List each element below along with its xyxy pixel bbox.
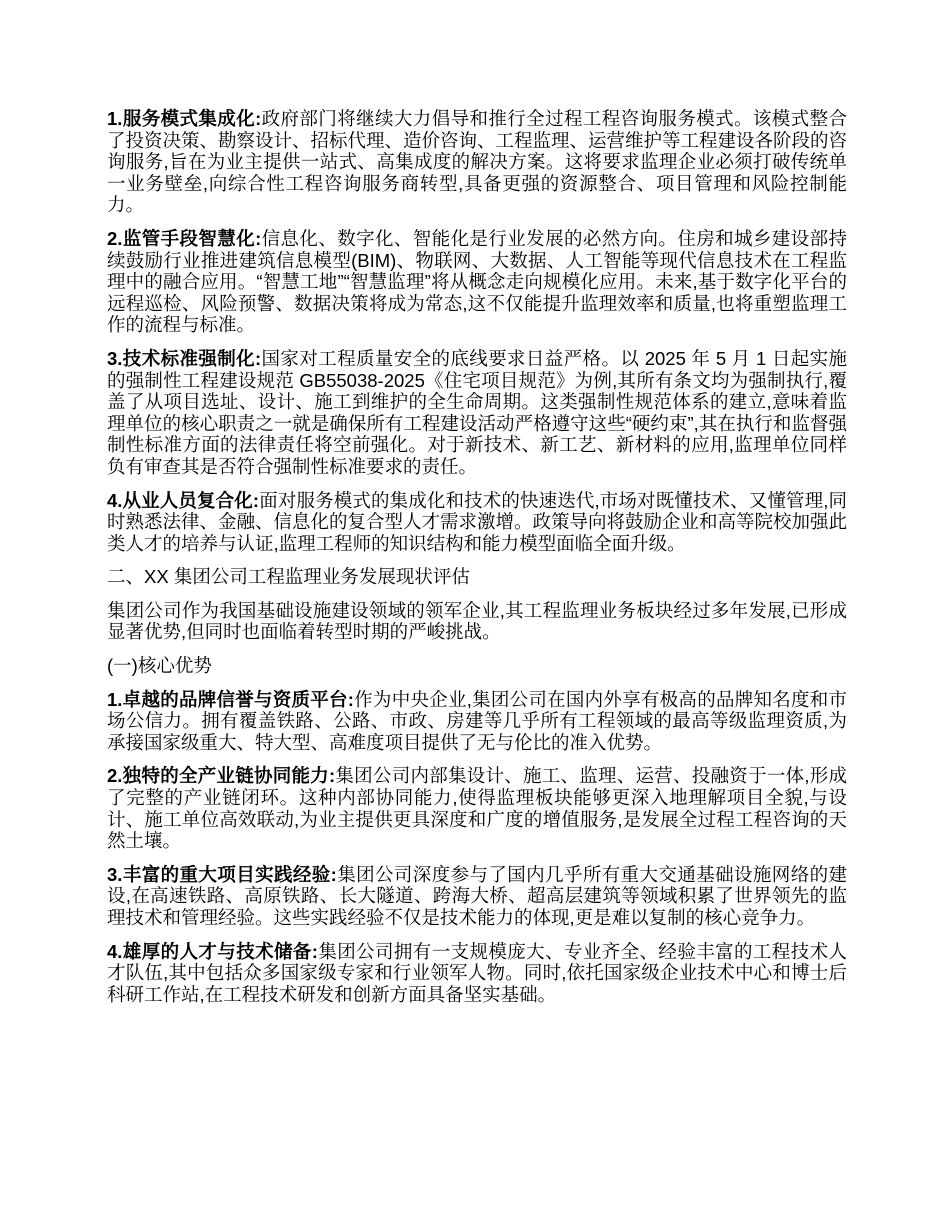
paragraph-lead: 4.从业人员复合化: bbox=[107, 489, 260, 511]
numbered-paragraph-trend-1 bbox=[107, 108, 847, 216]
numbered-paragraph-advantage-1 bbox=[107, 689, 847, 754]
paragraph-text: 政府部门将继续大力倡导和推行全过程工程咨询服务模式。该模式整合了投资决策、勘察设计、招标代理、造价咨询、工程监理、运营维护等工程建设各阶段的咨询服务,旨在为业主提供一站式、高集成度的解决方案。这将要求监理企业必须打破传统单一业务壁垒,向综合性工程咨询服务商转型,具备更强的资源整合、项目管理和风险控制能力。 bbox=[107, 108, 848, 216]
paragraph-text: 集团公司深度参与了国内几乎所有重大交通基础设施网络的建设,在高速铁路、高原铁路、长大隧道、跨海大桥、超高层建筑等领域积累了世界领先的监理技术和管理经验。这些实践经验不仅是技术能力的体现,更是难以复制的核心竞争力。 bbox=[107, 863, 847, 928]
paragraph-text: 面对服务模式的集成化和技术的快速迭代,市场对既懂技术、又懂管理,同时熟悉法律、金融、信息化的复合型人才需求激增。政策导向将鼓励企业和高等院校加强此类人才的培养与认证,监理工程师的知识结构和能力模型面临全面升级。 bbox=[107, 489, 848, 554]
numbered-paragraph-trend-3 bbox=[107, 348, 847, 478]
paragraph-lead: 4.雄厚的人才与技术储备: bbox=[107, 940, 318, 962]
paragraph-text: 信息化、数字化、智能化是行业发展的必然方向。住房和城乡建设部持续鼓励行业推进建筑信息模型(BIM)、物联网、大数据、人工智能等现代信息技术在工程监理中的融合应用。“智慧工地”“智慧监理”将从概念走向规模化应用。未来,基于数字化平台的远程巡检、风险预警、数据决策将成为常态,这不仅能提升监理效率和质量,也将重塑监理工作的流程与标准。 bbox=[107, 227, 847, 336]
numbered-paragraph-advantage-2 bbox=[107, 765, 847, 851]
paragraph-lead: 1.卓越的品牌信誉与资质平台: bbox=[107, 688, 354, 710]
paragraph-text: 集团公司拥有一支规模庞大、专业齐全、经验丰富的工程技术人才队伍,其中包括众多国家级专家和行业领军人物。同时,依托国家级企业技术中心和博士后科研工作站,在工程技术研发和创新方面具备坚实基础。 bbox=[107, 940, 847, 1005]
paragraph-lead: 1.服务模式集成化: bbox=[107, 108, 262, 129]
paragraph-lead: 2.监管手段智慧化: bbox=[107, 227, 262, 249]
subsection-heading-core-advantages: (一)核心优势 bbox=[107, 655, 212, 677]
numbered-paragraph-advantage-3 bbox=[107, 864, 847, 929]
paragraph-lead: 3.丰富的重大项目实践经验: bbox=[107, 863, 337, 885]
numbered-paragraph-trend-4 bbox=[107, 490, 847, 555]
paragraph-text: 作为中央企业,集团公司在国内外享有极高的品牌知名度和市场公信力。拥有覆盖铁路、公路、市政、房建等几乎所有工程领域的最高等级监理资质,为承接国家级重大、特大型、高难度项目提供了无与伦比的准入优势。 bbox=[107, 688, 847, 753]
section-intro-paragraph: 集团公司作为我国基础设施建设领域的领军企业,其工程监理业务板块经过多年发展,已形成显著优势,但同时也面临着转型时期的严峻挑战。 bbox=[107, 599, 847, 643]
paragraph-text: 集团公司内部集设计、施工、监理、运营、投融资于一体,形成了完整的产业链闭环。这种内部协同能力,使得监理板块能够更深入地理解项目全貌,与设计、施工单位高效联动,为业主提供更具深度和广度的增值服务,是发展全过程工程咨询的天然土壤。 bbox=[107, 765, 847, 852]
section-heading-2: 二、XX 集团公司工程监理业务发展现状评估 bbox=[107, 566, 470, 588]
numbered-paragraph-trend-2 bbox=[107, 228, 847, 336]
numbered-paragraph-advantage-4 bbox=[107, 941, 847, 1006]
paragraph-text: 国家对工程质量安全的底线要求日益严格。以 2025 年 5 月 1 日起实施的强制性工程建设规范 GB55038-2025《住宅项目规范》为例,其所有条文均为强制执行,覆盖了从项目选址、设计、施工到维护的全生命周期。这类强制性规范体系的建立,意味着监理单位的核心职责之一就是确保所有工程建设活动严格遵守这些“硬约束”,其在执行和监督强制性标准方面的法律责任将空前强化。对于新技术、新工艺、新材料的应用,监理单位同样负有审查其是否符合强制性标准要求的责任。 bbox=[107, 347, 847, 477]
paragraph-lead: 2.独特的全产业链协同能力: bbox=[107, 765, 336, 787]
paragraph-lead: 3.技术标准强制化: bbox=[107, 347, 262, 369]
